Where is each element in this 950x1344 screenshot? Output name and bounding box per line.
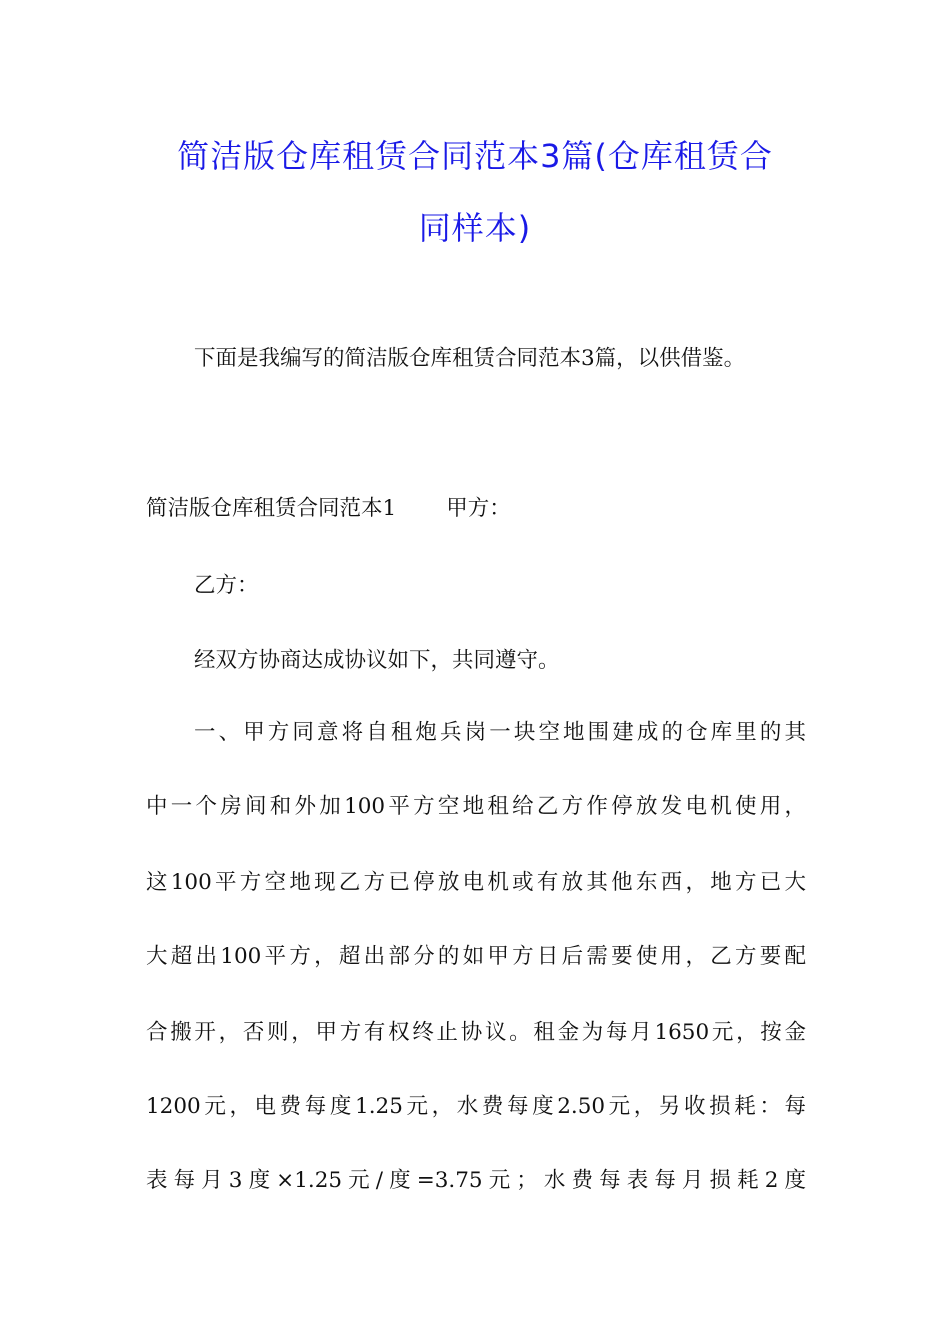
document-title-line-2: 同样本) bbox=[418, 209, 532, 247]
section-heading-line bbox=[146, 494, 806, 524]
agreement-paragraph: 经双方协商达成协议如下，共同遵守。 bbox=[194, 648, 560, 673]
clause-line: 中一个房间和外加100平方空地租给乙方作停放发电机使用， bbox=[146, 794, 806, 819]
party-b-label: 乙方： bbox=[194, 573, 259, 598]
section-heading: 简洁版仓库租赁合同范本1 bbox=[146, 496, 397, 521]
clause-line: 合搬开，否则，甲方有权终止协议。租金为每月1650元，按金 bbox=[146, 1020, 806, 1045]
clause-line: 大超出100平方，超出部分的如甲方日后需要使用，乙方要配 bbox=[146, 944, 806, 969]
clause-line: 1200元，电费每度1.25元，水费每度2.50元，另收损耗：每 bbox=[146, 1094, 806, 1119]
clause-line: 这100平方空地现乙方已停放电机或有放其他东西，地方已大 bbox=[146, 870, 806, 895]
clause-line: 表每月3度×1.25元/度=3.75元；水费每表每月损耗2度 bbox=[146, 1168, 806, 1193]
clause-line: 一、甲方同意将自租炮兵岗一块空地围建成的仓库里的其 bbox=[194, 720, 806, 745]
document-title-line-1: 简洁版仓库租赁合同范本3篇(仓库租赁合 bbox=[177, 137, 773, 175]
intro-paragraph: 下面是我编写的简洁版仓库租赁合同范本3篇，以供借鉴。 bbox=[194, 346, 746, 371]
party-a-label: 甲方： bbox=[446, 496, 511, 521]
